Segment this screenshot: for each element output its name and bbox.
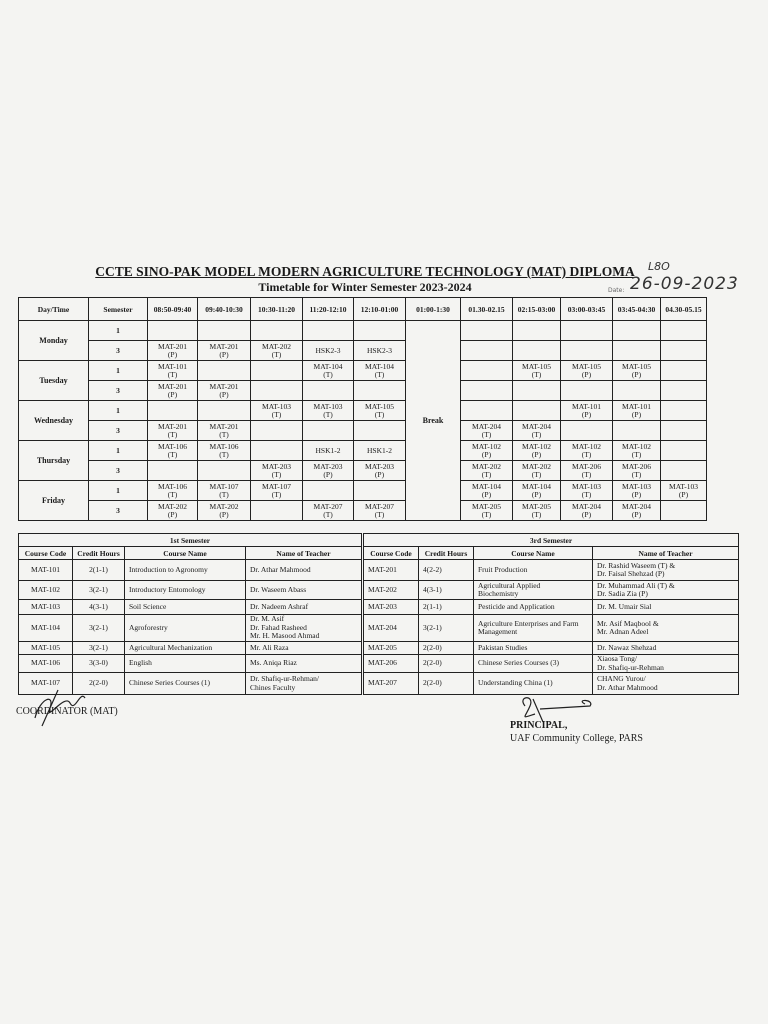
class-cell — [198, 401, 251, 421]
semester-number: 1 — [89, 441, 148, 461]
course-name: Chinese Series Courses (3) — [474, 655, 593, 673]
class-cell — [303, 421, 354, 441]
course-name: Soil Science — [125, 600, 246, 615]
class-cell — [461, 361, 513, 381]
class-cell: MAT-101 (P) — [613, 401, 661, 421]
column-header: Course Name — [125, 547, 246, 560]
class-cell: MAT-103 (T) — [303, 401, 354, 421]
header-time-slot: 11:20-12:10 — [303, 298, 354, 321]
class-cell: MAT-207 (T) — [354, 501, 406, 521]
timetable-row — [19, 481, 707, 501]
document-title: CCTE SINO-PAK MODEL MODERN AGRICULTURE TECHNOLOGY (MAT) DIPLOMA — [95, 264, 635, 279]
teacher-name: Dr. M. Umair Sial — [593, 600, 739, 615]
class-cell: MAT-205 (T) — [461, 501, 513, 521]
teacher-name: Mr. Asif Maqbool & Mr. Adnan Adeel — [593, 615, 739, 642]
class-cell: MAT-201 (P) — [198, 341, 251, 361]
column-header: Name of Teacher — [246, 547, 362, 560]
timetable-row — [19, 381, 707, 401]
course-name: Pesticide and Application — [474, 600, 593, 615]
class-cell: HSK2-3 — [303, 341, 354, 361]
class-cell — [561, 381, 613, 401]
break-cell: Break — [406, 321, 461, 521]
teacher-name: Dr. Rashid Waseem (T) & Dr. Faisal Shehzad (P) — [593, 560, 739, 581]
coordinator-label: COORDINATOR (MAT) — [16, 706, 118, 717]
class-cell: MAT-105 (T) — [354, 401, 406, 421]
semester-title: 3rd Semester — [364, 534, 739, 547]
header-time-slot: 02:15-03:00 — [513, 298, 561, 321]
course-name: Pakistan Studies — [474, 642, 593, 655]
column-header: Course Code — [364, 547, 419, 560]
class-cell: MAT-106 (T) — [148, 481, 198, 501]
teacher-name: Dr. Nadeem Ashraf — [246, 600, 362, 615]
course-code: MAT-203 — [364, 600, 419, 615]
timetable-row — [19, 361, 707, 381]
first-semester-courses-table — [18, 533, 362, 695]
course-row — [19, 581, 362, 600]
class-cell: MAT-104 (T) — [354, 361, 406, 381]
class-cell — [661, 441, 707, 461]
class-cell: MAT-202 (P) — [148, 501, 198, 521]
class-cell: MAT-204 (P) — [561, 501, 613, 521]
credit-hours: 3(2-1) — [73, 615, 125, 642]
class-cell — [661, 461, 707, 481]
timetable-row — [19, 401, 707, 421]
credit-hours: 3(2-1) — [73, 581, 125, 600]
class-cell — [303, 381, 354, 401]
class-cell: MAT-203 (T) — [251, 461, 303, 481]
header-time-slot: 12:10-01:00 — [354, 298, 406, 321]
class-cell — [561, 321, 613, 341]
class-cell — [661, 361, 707, 381]
course-code: MAT-101 — [19, 560, 73, 581]
course-code: MAT-207 — [364, 673, 419, 695]
day-label: Friday — [19, 481, 89, 521]
course-name: Introduction to Agronomy — [125, 560, 246, 581]
column-header: Course Name — [474, 547, 593, 560]
class-cell — [198, 461, 251, 481]
class-cell — [661, 501, 707, 521]
teacher-name: Dr. Shafiq-ur-Rehman/ Chines Faculty — [246, 673, 362, 695]
class-cell — [354, 381, 406, 401]
class-cell — [613, 381, 661, 401]
class-cell — [461, 321, 513, 341]
semester-number: 1 — [89, 361, 148, 381]
semester-number: 3 — [89, 501, 148, 521]
course-code: MAT-201 — [364, 560, 419, 581]
timetable-row — [19, 501, 707, 521]
class-cell: MAT-206 (T) — [561, 461, 613, 481]
class-cell — [513, 321, 561, 341]
class-cell: MAT-103 (P) — [613, 481, 661, 501]
header-time-slot: 09:40-10:30 — [198, 298, 251, 321]
teacher-name: CHANG Yurou/ Dr. Athar Mahmood — [593, 673, 739, 695]
class-cell: MAT-206 (T) — [613, 461, 661, 481]
credit-hours: 4(3-1) — [73, 600, 125, 615]
class-cell — [148, 461, 198, 481]
class-cell — [661, 421, 707, 441]
day-label: Wednesday — [19, 401, 89, 441]
teacher-name: Dr. Athar Mahmood — [246, 560, 362, 581]
class-cell: MAT-101 (T) — [148, 361, 198, 381]
timetable-row — [19, 321, 707, 341]
class-cell: MAT-204 (T) — [461, 421, 513, 441]
class-cell: MAT-102 (T) — [561, 441, 613, 461]
class-cell: MAT-105 (P) — [613, 361, 661, 381]
class-cell — [251, 441, 303, 461]
class-cell: MAT-102 (T) — [613, 441, 661, 461]
course-name: English — [125, 655, 246, 673]
class-cell: MAT-201 (P) — [148, 381, 198, 401]
class-cell — [513, 381, 561, 401]
class-cell — [661, 341, 707, 361]
class-cell — [354, 421, 406, 441]
class-cell — [613, 421, 661, 441]
class-cell: MAT-204 (T) — [513, 421, 561, 441]
class-cell: MAT-104 (P) — [513, 481, 561, 501]
class-cell: MAT-102 (P) — [513, 441, 561, 461]
column-headers — [19, 547, 362, 560]
handwritten-date: 26-09-2023 — [630, 274, 739, 294]
header-day-time: Day/Time — [19, 298, 89, 321]
header-time-slot: 04.30-05.15 — [661, 298, 707, 321]
course-code: MAT-102 — [19, 581, 73, 600]
class-cell: MAT-104 (P) — [461, 481, 513, 501]
college-name: UAF Community College, PARS — [510, 733, 643, 744]
credit-hours: 4(2-2) — [419, 560, 474, 581]
class-cell — [461, 401, 513, 421]
class-cell: MAT-103 (T) — [561, 481, 613, 501]
principal-label: PRINCIPAL, — [510, 720, 568, 731]
class-cell: MAT-102 (P) — [461, 441, 513, 461]
course-code: MAT-106 — [19, 655, 73, 673]
course-row — [19, 560, 362, 581]
course-name: Agroforestry — [125, 615, 246, 642]
course-code: MAT-104 — [19, 615, 73, 642]
third-semester-courses-table — [363, 533, 739, 695]
class-cell: MAT-106 (T) — [198, 441, 251, 461]
semester-number: 1 — [89, 481, 148, 501]
header-time-slot: 03:00-03:45 — [561, 298, 613, 321]
header-time-slot: 10:30-11:20 — [251, 298, 303, 321]
class-cell — [561, 421, 613, 441]
class-cell: MAT-201 (P) — [198, 381, 251, 401]
class-cell — [251, 381, 303, 401]
class-cell — [561, 341, 613, 361]
class-cell: MAT-201 (P) — [148, 341, 198, 361]
teacher-name: Xiaosa Tong/ Dr. Shafiq-ur-Rehman — [593, 655, 739, 673]
class-cell: MAT-103 (T) — [251, 401, 303, 421]
course-row — [364, 600, 739, 615]
credit-hours: 2(1-1) — [73, 560, 125, 581]
course-row — [19, 642, 362, 655]
class-cell: MAT-202 (P) — [198, 501, 251, 521]
day-label: Monday — [19, 321, 89, 361]
column-header: Credit Hours — [419, 547, 474, 560]
teacher-name: Dr. Muhammad Ali (T) & Dr. Sadia Zia (P) — [593, 581, 739, 600]
credit-hours: 2(2-0) — [73, 673, 125, 695]
column-headers — [364, 547, 739, 560]
class-cell — [613, 321, 661, 341]
class-cell — [461, 341, 513, 361]
semester-number: 3 — [89, 381, 148, 401]
class-cell — [251, 501, 303, 521]
date-label: Date: — [608, 287, 625, 294]
class-cell — [251, 361, 303, 381]
course-row — [364, 615, 739, 642]
semester-number: 3 — [89, 461, 148, 481]
teacher-name: Dr. Waseem Abass — [246, 581, 362, 600]
class-cell — [513, 401, 561, 421]
course-code: MAT-206 — [364, 655, 419, 673]
class-cell: MAT-202 (T) — [461, 461, 513, 481]
course-name: Fruit Production — [474, 560, 593, 581]
credit-hours: 2(1-1) — [419, 600, 474, 615]
class-cell — [148, 401, 198, 421]
credit-hours: 3(3-0) — [73, 655, 125, 673]
class-cell: HSK2-3 — [354, 341, 406, 361]
class-cell: HSK1-2 — [303, 441, 354, 461]
class-cell: MAT-105 (T) — [513, 361, 561, 381]
credit-hours: 2(2-0) — [419, 673, 474, 695]
course-row — [364, 655, 739, 673]
class-cell — [354, 321, 406, 341]
timetable-row — [19, 441, 707, 461]
teacher-name: Ms. Aniqa Riaz — [246, 655, 362, 673]
course-row — [19, 600, 362, 615]
credit-hours: 3(2-1) — [419, 615, 474, 642]
class-cell — [354, 481, 406, 501]
semester-number: 1 — [89, 401, 148, 421]
credit-hours: 3(2-1) — [73, 642, 125, 655]
class-cell: MAT-203 (P) — [303, 461, 354, 481]
class-cell — [148, 321, 198, 341]
course-name: Chinese Series Courses (1) — [125, 673, 246, 695]
class-cell — [198, 321, 251, 341]
class-cell: MAT-204 (P) — [613, 501, 661, 521]
semester-number: 1 — [89, 321, 148, 341]
header-semester: Semester — [89, 298, 148, 321]
class-cell — [198, 361, 251, 381]
class-cell — [251, 321, 303, 341]
class-cell: MAT-203 (P) — [354, 461, 406, 481]
course-name: Introductory Entomology — [125, 581, 246, 600]
course-row — [364, 673, 739, 695]
course-code: MAT-107 — [19, 673, 73, 695]
credit-hours: 2(2-0) — [419, 642, 474, 655]
class-cell — [461, 381, 513, 401]
class-cell: MAT-207 (T) — [303, 501, 354, 521]
course-name: Agricultural Mechanization — [125, 642, 246, 655]
class-cell: MAT-205 (T) — [513, 501, 561, 521]
header-break-slot: 01:00-1:30 — [406, 298, 461, 321]
course-code: MAT-204 — [364, 615, 419, 642]
course-row — [19, 655, 362, 673]
class-cell: MAT-107 (T) — [251, 481, 303, 501]
class-cell — [661, 381, 707, 401]
class-cell: MAT-107 (T) — [198, 481, 251, 501]
timetable-row — [19, 421, 707, 441]
class-cell: MAT-201 (T) — [198, 421, 251, 441]
class-cell: MAT-106 (T) — [148, 441, 198, 461]
day-label: Tuesday — [19, 361, 89, 401]
teacher-name: Dr. M. Asif Dr. Fahad Rasheed Mr. H. Masood Ahmad — [246, 615, 362, 642]
teacher-name: Dr. Nawaz Shehzad — [593, 642, 739, 655]
class-cell: MAT-202 (T) — [513, 461, 561, 481]
class-cell — [613, 341, 661, 361]
class-cell — [303, 481, 354, 501]
class-cell: MAT-202 (T) — [251, 341, 303, 361]
column-header: Name of Teacher — [593, 547, 739, 560]
document-subtitle: Timetable for Winter Semester 2023-2024 — [258, 280, 472, 294]
course-name: Agricultural Applied Biochemistry — [474, 581, 593, 600]
header-time-slot: 01.30-02.15 — [461, 298, 513, 321]
course-row — [364, 560, 739, 581]
class-cell — [303, 321, 354, 341]
handwritten-reference: L8O — [648, 260, 670, 273]
course-code: MAT-103 — [19, 600, 73, 615]
semester-number: 3 — [89, 421, 148, 441]
class-cell — [251, 421, 303, 441]
header-time-slot: 08:50-09:40 — [148, 298, 198, 321]
course-name: Understanding China (1) — [474, 673, 593, 695]
class-cell: MAT-104 (T) — [303, 361, 354, 381]
credit-hours: 2(2-0) — [419, 655, 474, 673]
timetable-row — [19, 341, 707, 361]
class-cell: MAT-201 (T) — [148, 421, 198, 441]
course-code: MAT-205 — [364, 642, 419, 655]
class-cell — [661, 321, 707, 341]
timetable — [18, 297, 707, 521]
semester-title: 1st Semester — [19, 534, 362, 547]
semester-number: 3 — [89, 341, 148, 361]
column-header: Credit Hours — [73, 547, 125, 560]
course-name: Agriculture Enterprises and Farm Management — [474, 615, 593, 642]
header-time-slot: 03:45-04:30 — [613, 298, 661, 321]
column-header: Course Code — [19, 547, 73, 560]
class-cell — [661, 401, 707, 421]
course-row — [364, 581, 739, 600]
credit-hours: 4(3-1) — [419, 581, 474, 600]
course-row — [364, 642, 739, 655]
timetable-row — [19, 461, 707, 481]
class-cell: MAT-105 (P) — [561, 361, 613, 381]
class-cell: HSK1-2 — [354, 441, 406, 461]
day-label: Thursday — [19, 441, 89, 481]
course-code: MAT-202 — [364, 581, 419, 600]
class-cell: MAT-101 (P) — [561, 401, 613, 421]
course-row — [19, 615, 362, 642]
class-cell: MAT-103 (P) — [661, 481, 707, 501]
class-cell — [513, 341, 561, 361]
course-code: MAT-105 — [19, 642, 73, 655]
teacher-name: Mr. Ali Raza — [246, 642, 362, 655]
